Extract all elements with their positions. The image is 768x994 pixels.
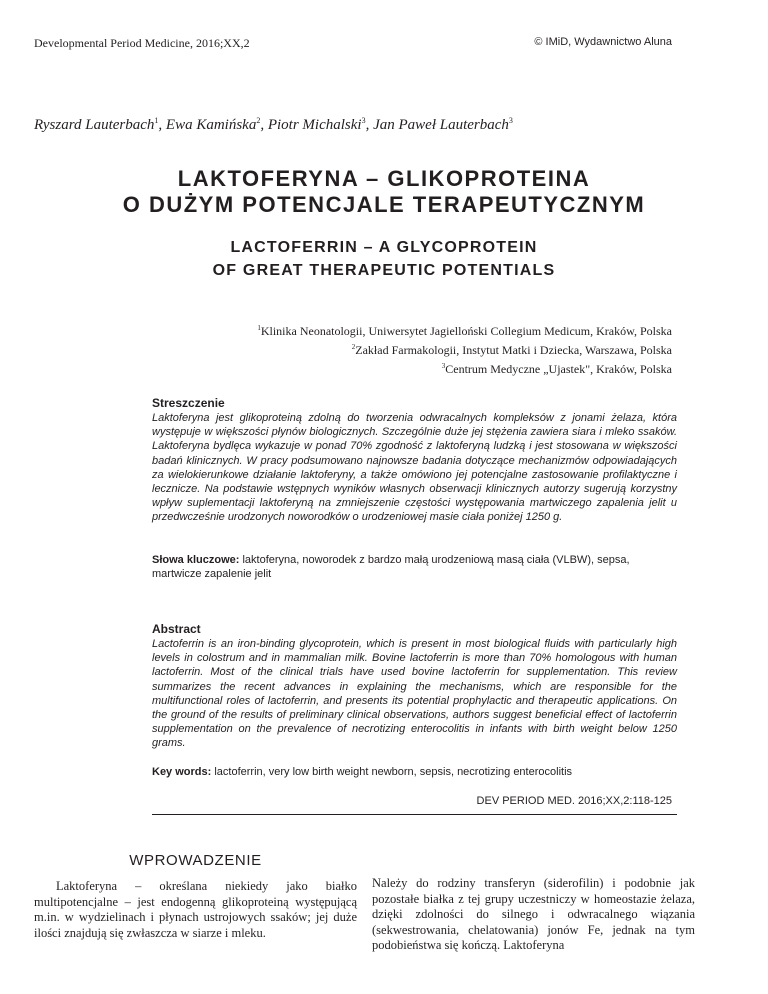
streszczenie-heading: Streszczenie [152, 396, 225, 410]
author-affiliation-mark: 1 [154, 116, 159, 125]
abstract-heading: Abstract [152, 622, 201, 636]
author-name: Ryszard Lauterbach [34, 117, 155, 133]
keywords-text: laktoferyna, noworodek z bardzo małą urodzeniową masą ciała (VLBW), sepsa, martwicze zapalenie jelit [152, 554, 630, 581]
intro-right-column: Należy do rodziny transferyn (siderofilin) i podobnie jak pozostałe białka z tej grupy uczestniczy w homeostazie żelaza, dzięki zdolności do silnego i odwracalnego wiązania (sekwestrowania, chelatowania) jonów Fe, jednak na tym podobieństwa się kończą. Laktoferyna [372, 876, 695, 952]
abstract-body: Lactoferrin is an iron-binding glycoprotein, which is present in most biological fluids with particularly high levels in colostrum and in mammalian milk. Bovine lactoferrin is more than 70% homologous with human lactoferrin. Most of the clinical trials have used bovine lactoferrin for supplementation. This review summarizes the recent advances in explaining the mechanisms, which are responsible for the multifunctional roles of lactoferrin, and presents its potential prophylactic and therapeutic applications. On the ground of the results of preliminary clinical observations, authors suggest beneficial effect of lactoferrin supplementation on the prevalence of necrotizing enterocolitis in infants with birth weight below 1250 grams. [152, 638, 677, 750]
intro-left-column [34, 852, 357, 941]
title-english [0, 236, 768, 282]
title-english-line: OF GREAT THERAPEUTIC POTENTIALS [212, 262, 556, 279]
journal-header: Developmental Period Medicine, 2016;XX,2 [34, 36, 250, 50]
section-divider [152, 814, 677, 815]
keywords-text: lactoferrin, very low birth weight newborn, sepsis, necrotizing enterocolitis [211, 766, 573, 778]
affiliation-item: $^2$Zakład Farmakologii, Instytut Matki i Dziecka, Warszawa, Polska [351, 343, 672, 357]
author-affiliation-mark: 2 [256, 116, 261, 125]
affiliations [257, 320, 672, 377]
copyright-notice: © IMiD, Wydawnictwo Aluna [534, 36, 672, 48]
keywords-label: Key words: [152, 766, 212, 778]
streszczenie-body: Laktoferyna jest glikoproteiną zdolną do tworzenia odwracalnych kompleksów z jonami żelaza, która występuje w większości płynów biologicznych. Szczególnie duże jej stężenia zawiera siara i mleko ssaków. Laktoferyna bydlęca wykazuje w ponad 70% zgodność z laktoferyną ludzką i jest stosowana w większości badań klinicznych. W pracy podsumowano najnowsze badania dotyczące mechanizmów odpowiadających za wielokierunkowe działanie laktoferyny, a także omówiono jej potencjalne zastosowanie profilaktyczne i lecznicze. Na podstawie wstępnych wyników własnych obserwacji klinicznych autorzy sugerują korzystny wpływ suplementacji laktoferyną na zmniejszenie częstości występowania martwiczego zapalenia jelit u przedwcześnie urodzonych noworodków o urodzeniowej masie ciała poniżej 1250 g. [152, 412, 677, 524]
author-name: Ewa Kamińska [165, 117, 257, 133]
affiliation-item: $^3$Centrum Medyczne „Ujastek", Kraków, Polska [441, 362, 672, 376]
author-affiliation-mark: 3 [361, 116, 366, 125]
author-affiliation-mark: 3 [508, 116, 513, 125]
intro-heading: WPROWADZENIE [129, 852, 262, 869]
title-polish-line: O DUŻYM POTENCJALE TERAPEUTYCZNYM [122, 192, 646, 217]
keywords-label: Słowa kluczowe: [152, 554, 240, 566]
abstract-keywords [152, 765, 677, 779]
streszczenie-keywords [152, 553, 677, 581]
author-list: Ryszard Lauterbach$^1$, Ewa Kamińska$^2$, Piotr Michalski$^3$, Jan Paweł Lauterbach$^3$ [34, 116, 513, 133]
journal-reference: DEV PERIOD MED. 2016;XX,2:118-125 [476, 795, 672, 807]
author-name: Jan Paweł Lauterbach [373, 117, 509, 133]
title-polish [0, 166, 768, 218]
affiliation-item: $^1$Klinika Neonatologii, Uniwersytet Jagielloński Collegium Medicum, Kraków, Polska [257, 324, 672, 338]
intro-paragraph: Laktoferyna – określana niekiedy jako białko multipotencjalne – jest endogenną glikoproteiną występującą m.in. w wydzielinach i płynach ustrojowych ssaków; jej duże ilości znajdują się zwłaszcza w siarze i mleku. [34, 879, 357, 940]
title-polish-line: LAKTOFERYNA – GLIKOPROTEINA [177, 166, 591, 191]
author-name: Piotr Michalski [267, 117, 362, 133]
title-english-line: LACTOFERRIN – A GLYCOPROTEIN [230, 239, 538, 256]
